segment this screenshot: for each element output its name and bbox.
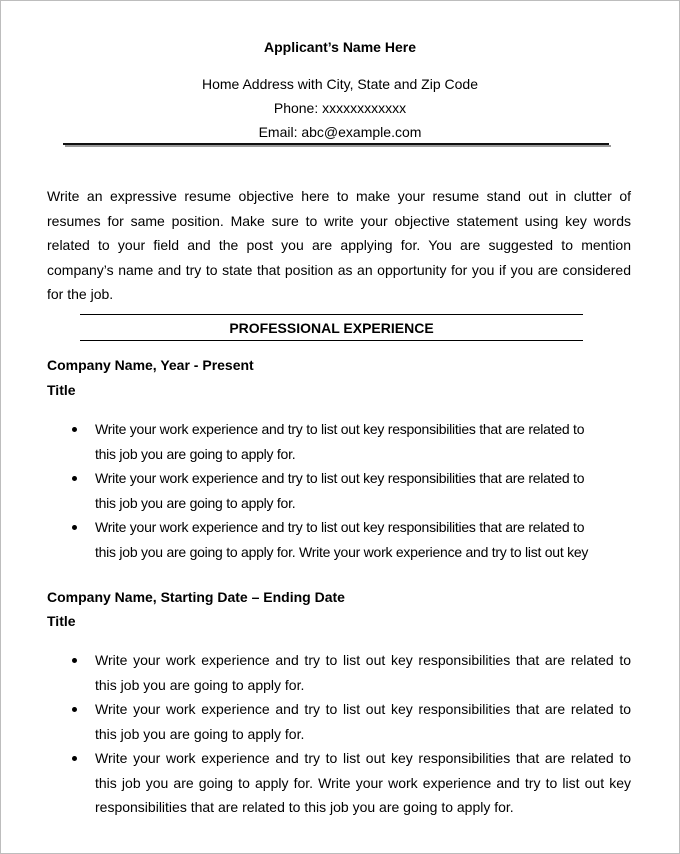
job-bullets-1 <box>1 417 607 564</box>
home-address: Home Address with City, State and Zip Code <box>202 76 478 92</box>
bullet-icon <box>72 525 77 530</box>
bullet-text: Write your work experience and try to list out key responsibilities that are related to this job you are going to apply for. Write your work experience and try to list out key responsibilities that are related to this job you are going to apply for. <box>95 750 631 815</box>
job-title-2: Title <box>47 613 76 629</box>
list-item <box>1 697 631 746</box>
bullet-text: Write your work experience and try to list out key responsibilities that are related to this job you are going to apply for. <box>95 470 585 511</box>
applicant-name: Applicant’s Name Here <box>264 39 416 55</box>
section-title: PROFESSIONAL EXPERIENCE <box>229 320 434 336</box>
header-rule-shadow <box>65 145 611 147</box>
section-rule-top <box>80 314 583 315</box>
bullet-icon <box>72 756 77 761</box>
header-rule <box>63 143 609 145</box>
bullet-icon <box>72 707 77 712</box>
bullet-text: Write your work experience and try to list out key responsibilities that are related to this job you are going to apply for. <box>95 421 585 462</box>
list-item <box>1 746 631 820</box>
job-bullets-2 <box>1 648 631 820</box>
job-company-2: Company Name, Starting Date – Ending Date <box>47 589 345 605</box>
bullet-text: Write your work experience and try to list out key responsibilities that are related to this job you are going to apply for. <box>95 701 631 742</box>
bullet-icon <box>72 427 77 432</box>
bullet-text: Write your work experience and try to list out key responsibilities that are related to this job you are going to apply for. <box>95 652 631 693</box>
bullet-icon <box>72 658 77 663</box>
list-item <box>1 515 607 564</box>
phone-line: Phone: xxxxxxxxxxxx <box>273 100 407 116</box>
job-title-1: Title <box>47 382 76 398</box>
list-item <box>1 417 607 466</box>
list-item <box>1 466 607 515</box>
list-item <box>1 648 631 697</box>
objective-paragraph: Write an expressive resume objective here to make your resume stand out in clutter of resumes for same position. Make sure to write your objective statement using key words related to your field and the post you are applying for. You are suggested to mention company’s name and try to state that position as an opportunity for you if you are considered for the job. <box>47 188 631 302</box>
job-company-1: Company Name, Year - Present <box>47 357 254 373</box>
bullet-text: Write your work experience and try to list out key responsibilities that are related to this job you are going to apply for. Write your work experience and try to list out key <box>95 519 589 560</box>
email-line: Email: abc@example.com <box>258 124 422 140</box>
bullet-icon <box>72 476 77 481</box>
section-rule-bottom <box>80 340 583 341</box>
